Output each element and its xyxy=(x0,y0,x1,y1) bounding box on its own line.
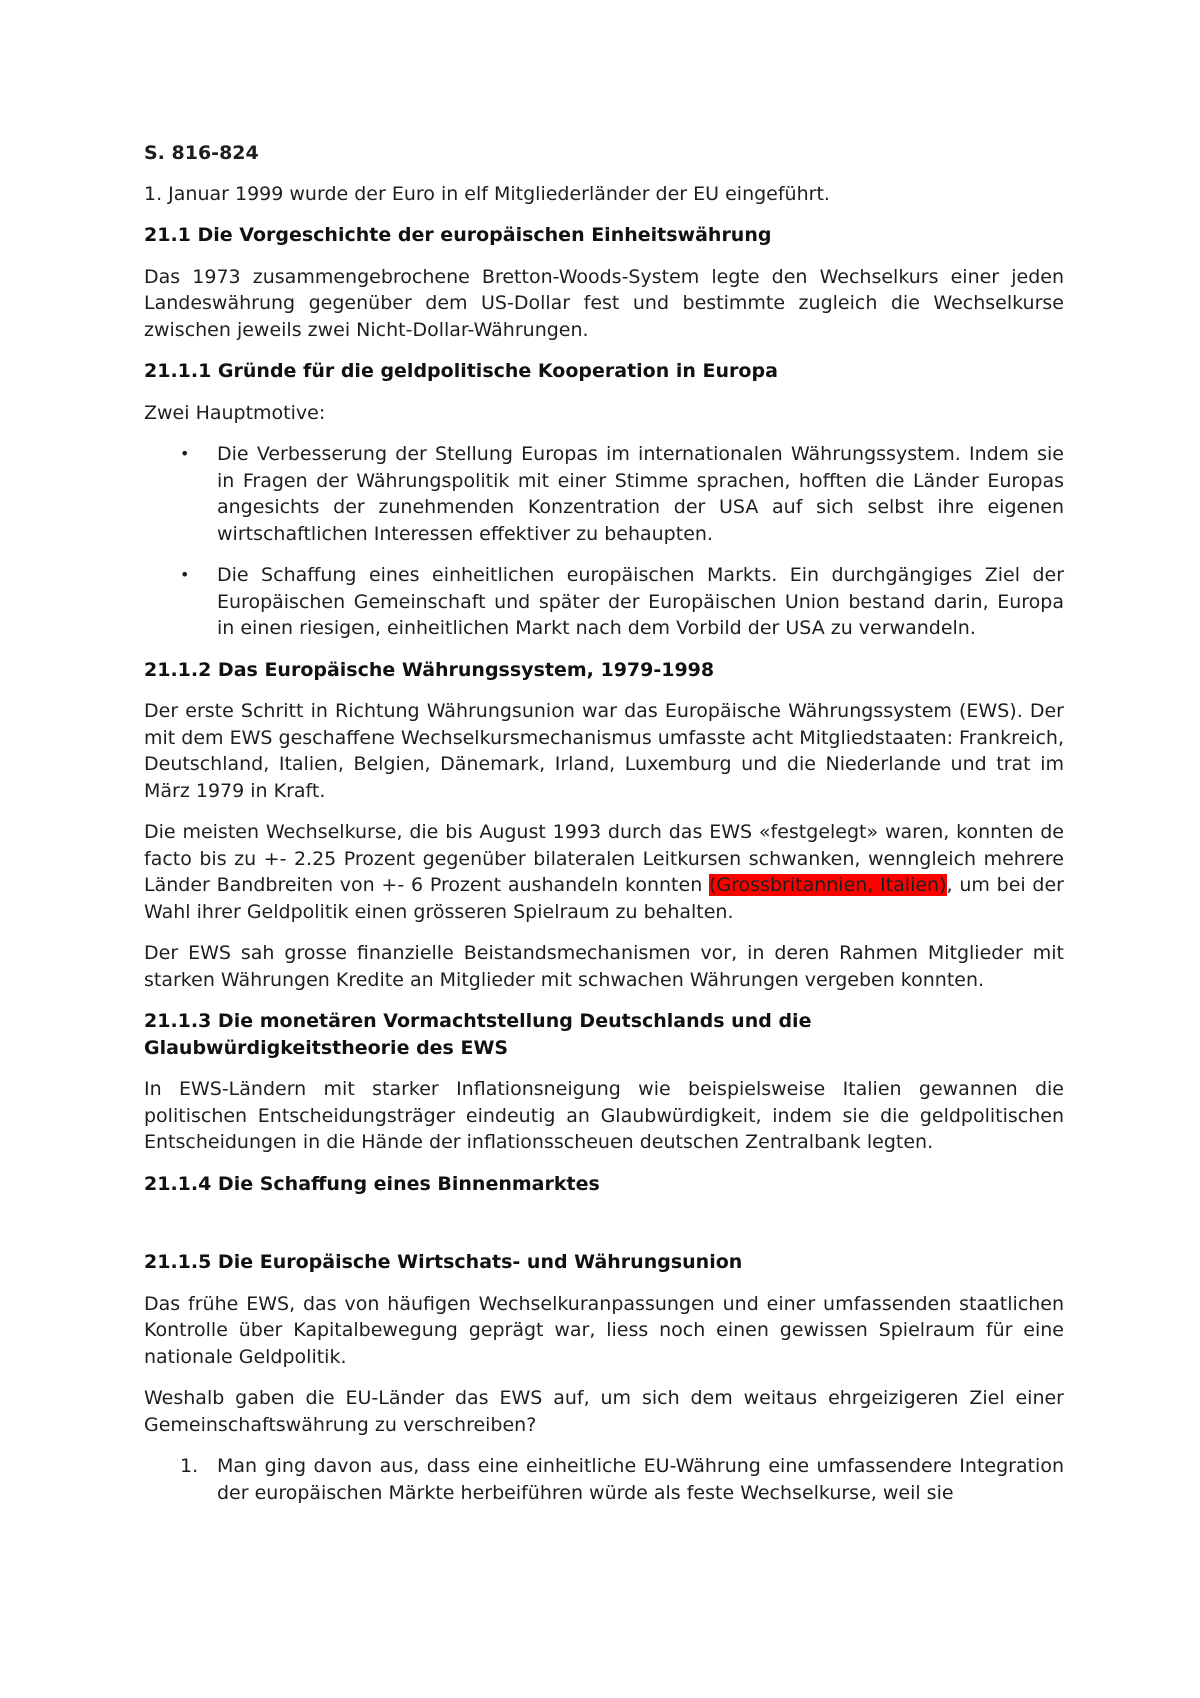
reasons-list xyxy=(144,1453,1064,1506)
list-item-text: Man ging davon aus, dass eine einheitliche EU-Währung eine umfassendere Integration der europäischen Märkte herbeiführen würde als feste Wechselkurse, weil sie xyxy=(217,1455,1064,1504)
list-item xyxy=(144,1453,1064,1506)
list-item xyxy=(144,441,1064,547)
paragraph-21-1-5-a: Das frühe EWS, das von häufigen Wechselkuranpassungen und einer umfassenden staatlichen Kontrolle über Kapitalbewegung geprägt war, liess noch einen gewissen Spielraum für eine nationale Geldpolitik. xyxy=(144,1292,1064,1368)
heading-21-1-4: 21.1.4 Die Schaffung eines Binnenmarktes xyxy=(144,1172,600,1195)
list-item xyxy=(144,562,1064,642)
empty-space xyxy=(144,1212,1064,1249)
paragraph-21-1-5-b: Weshalb gaben die EU-Länder das EWS auf, um sich dem weitaus ehrgeizigeren Ziel einer Gemeinschaftswährung zu verschreiben? xyxy=(144,1387,1064,1436)
document-page xyxy=(144,140,1064,1506)
list-item-text: Die Schaffung eines einheitlichen europäischen Markts. Ein durchgängiges Ziel der Europäischen Gemeinschaft und später der Europäischen Union bestand darin, Europa in einen riesigen, einheitlichen Markt nach dem Vorbild der USA zu verwandeln. xyxy=(217,564,1064,639)
paragraph-21-1-2-c: Der EWS sah grosse finanzielle Beistandsmechanismen vor, in deren Rahmen Mitglieder mit starken Währungen Kredite an Mitglieder mit schwachen Währungen vergeben konnten. xyxy=(144,942,1064,991)
heading-21-1-5: 21.1.5 Die Europäische Wirtschats- und Währungsunion xyxy=(144,1251,743,1273)
paragraph-21-1-3: In EWS-Ländern mit starker Inflationsneigung wie beispielsweise Italien gewannen die politischen Entscheidungsträger eindeutig an Glaubwürdigkeit, indem sie die geldpolitischen Entscheidungen in die Hände der inflationsscheuen deutschen Zentralbank legten. xyxy=(144,1078,1064,1153)
heading-21-1-1: 21.1.1 Gründe für die geldpolitische Kooperation in Europa xyxy=(144,360,778,382)
heading-21-1: 21.1 Die Vorgeschichte der europäischen Einheitswährung xyxy=(144,224,772,246)
bullet-icon: • xyxy=(180,444,190,463)
heading-21-1-2: 21.1.2 Das Europäische Währungssystem, 1979-1998 xyxy=(144,658,715,681)
list-item-text: Die Verbesserung der Stellung Europas im internationalen Währungssystem. Indem sie in Fragen der Währungspolitik mit einer Stimme sprachen, hofften die Länder Europas angesichts der zunehmenden Konzentration der USA auf sich selbst ihre eigenen wirtschaftlichen Interessen effektiver zu behaupten. xyxy=(217,443,1064,545)
paragraph-21-1: Das 1973 zusammengebrochene Bretton-Woods-System legte den Wechselkurs einer jeden Landeswährung gegenüber dem US-Dollar fest und bestimmte zugleich die Wechselkurse zwischen jeweils zwei Nicht-Dollar-Währungen. xyxy=(144,265,1064,341)
lead-21-1-1: Zwei Hauptmotive: xyxy=(144,401,326,424)
intro-text: 1. Januar 1999 wurde der Euro in elf Mitgliederländer der EU eingeführt. xyxy=(144,182,830,205)
highlighted-text: (Grossbritannien, Italien) xyxy=(709,874,947,896)
text-segment: , um bei der Wahl ihrer Geldpolitik einen grösseren Spielraum zu behalten. xyxy=(144,874,1064,923)
list-number: 1. xyxy=(180,1455,199,1477)
bullet-icon: • xyxy=(180,565,190,584)
page-reference: S. 816-824 xyxy=(144,142,259,164)
motives-list xyxy=(144,441,1064,642)
paragraph-21-1-2-b xyxy=(144,819,1064,925)
text-segment: Die meisten Wechselkurse, die bis August 1993 durch das EWS «festgelegt» waren, konnten de facto bis zu +- 2.25 Prozent gegenüber bilateralen Leitkursen schwanken, wenngleich mehrere Länder Bandbreiten von +- 6 Prozent aushandeln konnten xyxy=(144,821,1064,896)
paragraph-21-1-2-a: Der erste Schritt in Richtung Währungsunion war das Europäische Währungssystem (EWS). Der mit dem EWS geschaffene Wechselkursmechanismus umfasste acht Mitgliedstaaten: Frankreich, Deutschland, Italien, Belgien, Dänemark, Irland, Luxemburg und die Niederlande und trat im März 1979 in Kraft. xyxy=(144,700,1064,802)
heading-21-1-3: 21.1.3 Die monetären Vormachtstellung Deutschlands und die Glaubwürdigkeitstheorie des EWS xyxy=(144,1010,812,1059)
